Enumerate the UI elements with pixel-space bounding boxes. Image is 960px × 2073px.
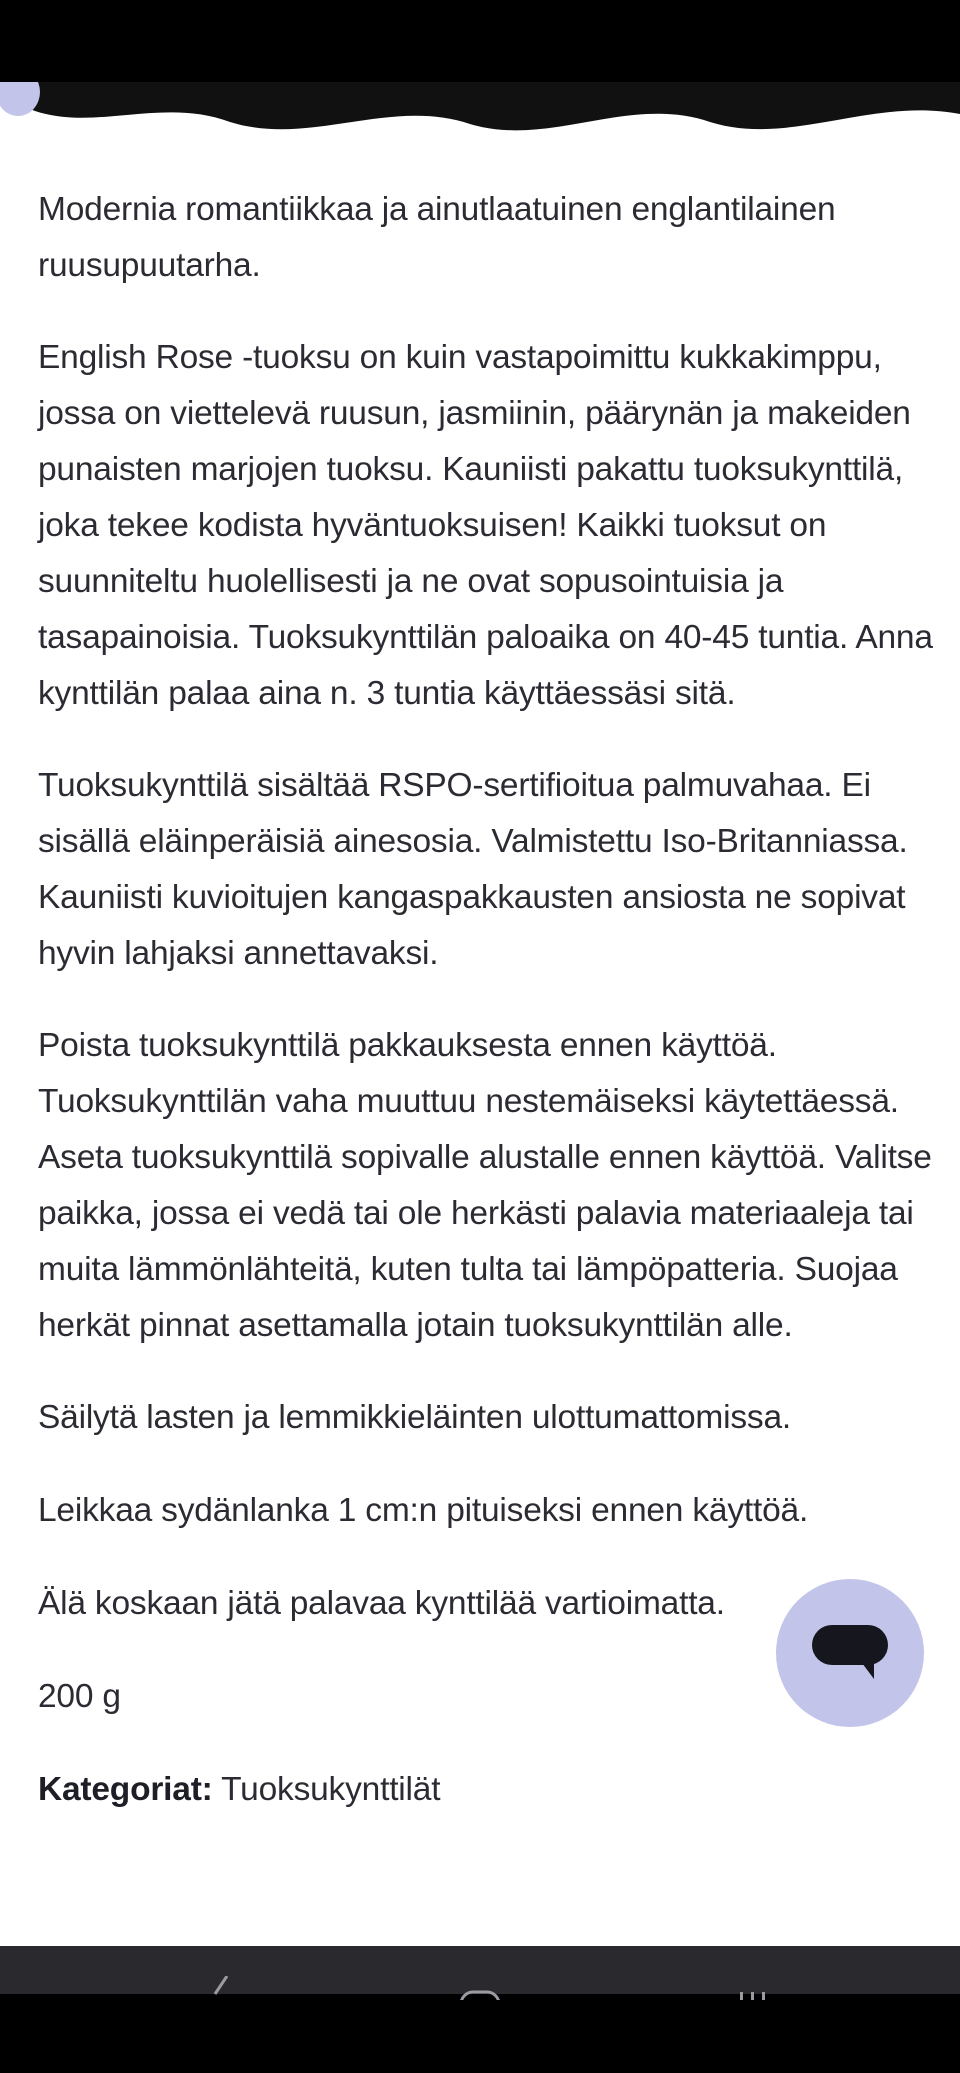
recents-icon bbox=[738, 1976, 768, 2000]
description-paragraph: Älä koskaan jätä palavaa kynttilää vartioimatta. bbox=[38, 1585, 725, 1622]
category-label: Kategoriat: bbox=[38, 1771, 213, 1808]
status-bar bbox=[0, 0, 960, 82]
category-link[interactable]: Tuoksukynttilät bbox=[221, 1771, 441, 1808]
chat-button[interactable] bbox=[776, 1579, 924, 1727]
description-paragraph: Tuoksukynttilä sisältää RSPO-sertifioitua palmuvahaa. Ei sisällä eläinperäisiä ainesosia. Valmistettu Iso-Britanniassa. Kauniisti kuvioitujen kangaspakkausten ansiosta ne sopivat hyvin lahjaksi annettavaksi. bbox=[38, 767, 908, 972]
category-line bbox=[38, 1762, 938, 1818]
description-paragraph: Modernia romantiikkaa ja ainutlaatuinen englantilainen ruusupuutarha. bbox=[38, 191, 836, 284]
description-paragraph: Leikkaa sydänlanka 1 cm:n pituiseksi ennen käyttöä. bbox=[38, 1492, 809, 1529]
chat-bubble-icon bbox=[810, 1621, 890, 1685]
description-paragraph: Poista tuoksukynttilä pakkauksesta ennen käyttöä. Tuoksukynttilän vaha muuttuu nestemäiseksi käytettäessä. Aseta tuoksukynttilä sopivalle alustalle ennen käyttöä. Valitse paikka, jossa ei vedä tai ole herkästi palavia materiaaleja tai muita lämmönlähteitä, kuten tulta tai lämpöpatteria. Suojaa herkät pinnat asettamalla jotain tuoksukynttilän alle. bbox=[38, 1027, 932, 1344]
back-icon bbox=[205, 1976, 235, 2000]
redacted-title-scribble bbox=[0, 82, 960, 142]
recents-nav-button[interactable] bbox=[738, 1976, 768, 2000]
system-navigation-bar bbox=[0, 1946, 960, 2073]
product-weight: 200 g bbox=[38, 1678, 121, 1715]
description-paragraph: English Rose -tuoksu on kuin vastapoimittu kukkakimppu, jossa on viettelevä ruusun, jasmiinin, päärynän ja makeiden punaisten marjojen tuoksu. Kauniisti pakattu tuoksukynttilä, joka tekee kodista hyväntuoksuisen! Kaikki tuoksut on suunniteltu huolellisesti ja ne ovat sopusointuisia ja tasapainoisia. Tuoksukynttilän paloaika on 40-45 tuntia. Anna kynttilän palaa aina n. 3 tuntia käyttäessäsi sitä. bbox=[38, 339, 933, 712]
home-nav-button[interactable] bbox=[458, 1976, 502, 2000]
back-nav-button[interactable] bbox=[205, 1976, 235, 2000]
description-paragraph: Säilytä lasten ja lemmikkieläinten ulottumattomissa. bbox=[38, 1399, 791, 1436]
home-icon bbox=[458, 1976, 502, 2000]
